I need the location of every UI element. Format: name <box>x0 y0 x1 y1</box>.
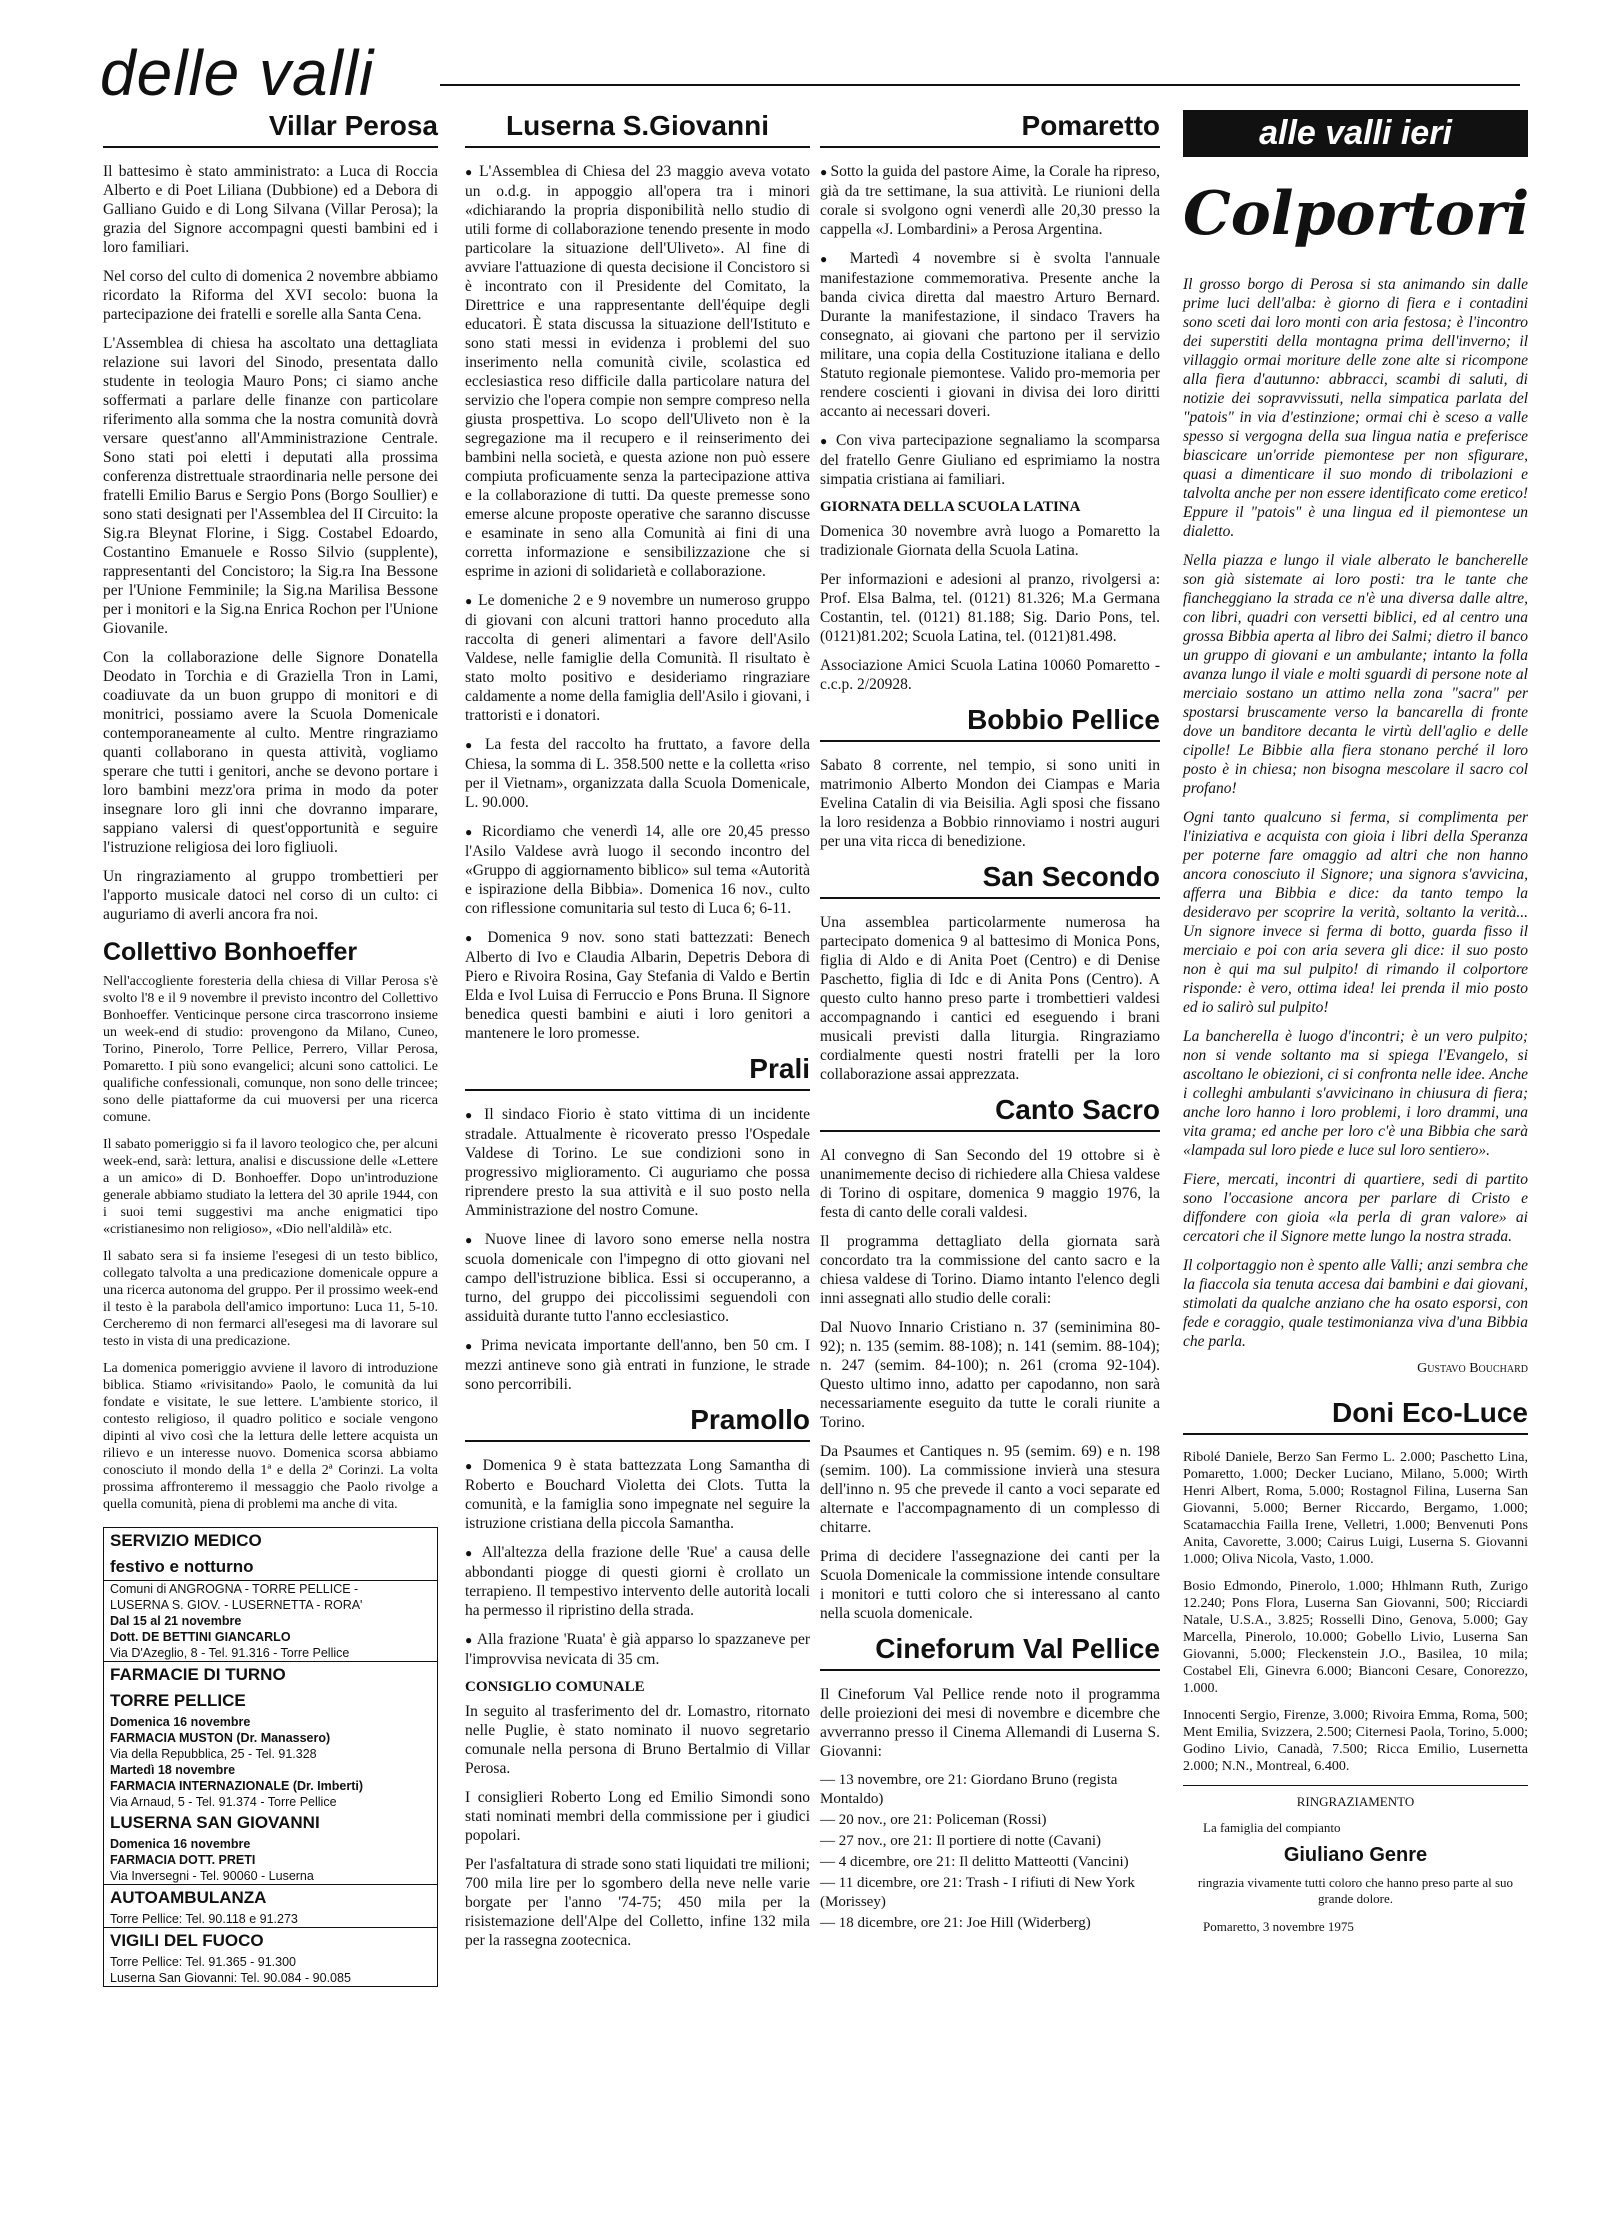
article-paragraph: Nella piazza e lungo il viale alberato le bancherelle son già sistemate ai loro posti: tra le tante che fiancheggiano la strada ce n'è una diversa dalle altre, con libri, quadri con versetti biblici, ed al centro una grossa Bibbia aperta al libro dei Salmi; dietro il banco un gruppo di giovani e un ambulante; intanto la folla avanza lungo il viale e molti sguardi di persone note al merciaio sostano un attimo nella zona "sacra" per spostarsi bruscamente verso la bancarella di fronte dove un banditore decanta le virtù dell'aglio e delle cipolle! Le Bibbie alla fiera stonano perché il loro posto è in chiesa; non bisogna mescolare il sacro col profano! <box>1183 552 1528 797</box>
film-item: — 4 dicembre, ore 21: Il delitto Matteotti (Vancini) <box>820 1854 1129 1870</box>
box-line: Dal 15 al 21 novembre <box>110 1614 242 1628</box>
ringraziamento-name: Giuliano Genre <box>1283 1844 1428 1866</box>
section-head-cineforum: Cineforum Val Pellice <box>820 1633 1160 1671</box>
collettivo-article <box>103 973 438 1513</box>
box-line: Via D'Azeglio, 8 - Tel. 91.316 - Torre Pellice <box>110 1646 350 1660</box>
box-line: LUSERNA S. GIOV. - LUSERNETTA - RORA' <box>110 1598 363 1612</box>
article-paragraph: ● Il sindaco Fiorio è stato vittima di un incidente stradale. Attualmente è ricoverato presso l'Ospedale Valdese di Torino. Le sue condizioni sono in progressivo miglioramento. Ci auguriamo che possa riprendere presto la sua attività e il suo posto nella Amministrazione del nostro Comune. <box>465 1105 810 1220</box>
column-1 <box>103 110 438 1987</box>
article-paragraph: ● All'altezza della frazione delle 'Rue' a causa delle abbondanti piogge di questi giorni è crollato un terrapieno. Il tempestivo intervento delle autorità locali ha permesso il ripristino della strada. <box>465 1543 810 1620</box>
box-heading: AUTOAMBULANZA <box>104 1884 437 1911</box>
article-paragraph: Associazione Amici Scuola Latina 10060 Pomaretto - c.c.p. 2/20928. <box>820 657 1160 693</box>
box-line: FARMACIA MUSTON (Dr. Manassero) <box>110 1731 331 1745</box>
box-line: Comuni di ANGROGNA - TORRE PELLICE - <box>110 1582 359 1596</box>
article-paragraph: ● L'Assemblea di Chiesa del 23 maggio aveva votato un o.d.g. in appoggio all'opera tra i minori «dichiarando la propria disponibilità nello studio di utili forme di collaborazione tenendo presente in modo particolare la situazione dell'Uliveto». Al fine di avviare l'attuazione di questa decisione il Concistoro si è incontrato con il Presidente del Comitato, la Direttrice e una rappresentante dell'équipe degli educatori. È stata discussa la situazione dell'Istituto e sono stati messi in evidenza i problemi del suo inserimento nella comunità civile, scolastica ed ecclesiastica reso difficile dalla particolare natura del servizio che l'opera compie non sempre compreso nella giusta prospettiva. Lo scopo dell'Uliveto non è la segregazione ma il recupero e il reinserimento dei bambini nella società, e questa azione non può essere compiuta proficuamente senza la partecipazione attiva e la collaborazione di tutti. Da queste premesse sono emerse alcune proposte operative che saranno discusse e esaminate in seno alla Comunità ai fini di una corretta informazione e sensibilizzazione che si esprime in azioni di solidarietà e collaborazione. <box>465 162 810 581</box>
ringraziamento-title: RINGRAZIAMENTO <box>1183 1785 1528 1810</box>
article-paragraph: ● Domenica 9 è stata battezzata Long Samantha di Roberto e Bouchard Violetta dei Clots. Tutta la comunità, e la famiglia sono impegnate nel seguire la istruzione cristiana della piccola Samantha. <box>465 1456 810 1533</box>
box-line: Martedì 18 novembre <box>110 1763 236 1777</box>
box-line: Dott. DE BETTINI GIANCARLO <box>110 1630 291 1644</box>
article-paragraph: Il Cineforum Val Pellice rende noto il programma delle proiezioni dei mesi di novembre e dicembre che avverranno presso il Cinema Allemandi di Luserna S. Giovanni: <box>820 1686 1160 1760</box>
box-line: Domenica 16 novembre <box>110 1715 251 1729</box>
doni-list <box>1183 1449 1528 1775</box>
article-paragraph: Ogni tanto qualcuno si ferma, si complimenta per l'iniziativa e acquista con gioia i libri della Speranza per poterne fare omaggio ad altri che non hanno ancora conosciuto il Signore; una signora s'avvicina, afferra una Bibbia e dice: da tanto tempo la desideravo per scoprire la verità, soltanto la verità... Un signore invece si ferma di botto, guarda fisso il merciaio e poi con aria severa gli dice: il suo posto non è qui ma sul pulpito! di rimando il colportore risponde: è vero, ottima idea! lei prenda il mio posto ed io salirò sul pulpito! <box>1183 809 1528 1016</box>
article-paragraph: In seguito al trasferimento del dr. Lomastro, ritornato nelle Puglie, è stato nominato il nuovo segretario comunale nella persona di Bruno Bertalmio di Villar Perosa. <box>465 1703 810 1777</box>
section-head-prali: Prali <box>465 1053 810 1091</box>
article-paragraph: Il grosso borgo di Perosa si sta animando sin dalle prime luci dell'alba: è giorno di fiera e i contadini sono sceti dai loro monti con aria festosa; è l'incontro dei superstiti della montagna prima dell'inverno; il villaggio ormai moriture delle zone alte si ricompone alla fiera d'autunno: abbracci, scambi di saluti, di notizie dei sopravvissuti, nella simpatica parlata del "patois" in via d'estinzione; ormai chi è sceso a valle spesso si vergogna della sua lingua natia e preferisce biascicare un'orride piemontese per non sfigurare, quasi a dimenticare il suo mondo di tribolazioni e talvolta anche per non essere identificato come eretico! Eppure il "patois" è una lingua ed il piemontese un dialetto. <box>1183 276 1528 540</box>
box-line: Luserna San Giovanni: Tel. 90.084 - 90.085 <box>110 1971 351 1985</box>
article-paragraph: Il programma dettagliato della giornata sarà concordato tra la commissione del canto sacro e la chiesa valdese di Torino. Diamo intanto l'elenco degli inni assegnati allo studio delle corali: <box>820 1233 1160 1307</box>
article-paragraph: Per informazioni e adesioni al pranzo, rivolgersi a: Prof. Elsa Balma, tel. (0121) 81.326; M.a Germana Costantin, tel. (0121) 81.188; Sig. Dario Pons, tel. (0121)81.202; Scuola Latina, tel. (0121)81.498. <box>820 571 1160 645</box>
column-2 <box>465 110 810 1960</box>
section-head-doni: Doni Eco-Luce <box>1183 1397 1528 1435</box>
article-paragraph: ● Alla frazione 'Ruata' è già apparso lo spazzaneve per l'improvvisa nevicata di 35 cm. <box>465 1630 810 1669</box>
box-heading: VIGILI DEL FUOCO <box>104 1927 437 1954</box>
article-paragraph: ● Martedì 4 novembre si è svolta l'annuale manifestazione commemorativa. Presente anche la banda civica diretta dal maestro Arturo Bernard. Durante la manifestazione, il sindaco Travers ha consegnato, ai giovani che partono per il servizio militare, una copia della Costituzione italiana e dello Statuto regionale piemontese. Valido pro-memoria per rendere coscienti i giovani in divisa dei loro diritti accanto ai necessari doveri. <box>820 249 1160 421</box>
article-paragraph: Domenica 30 novembre avrà luogo a Pomaretto la tradizionale Giornata della Scuola Latina. <box>820 523 1160 559</box>
author-signature: Gustavo Bouchard <box>1417 1361 1528 1376</box>
services-box <box>103 1527 438 1987</box>
film-item: — 20 nov., ore 21: Policeman (Rossi) <box>820 1812 1047 1828</box>
section-head-pramollo: Pramollo <box>465 1404 810 1442</box>
article-paragraph: Da Psaumes et Cantiques n. 95 (semim. 69) e n. 198 (semim. 100). La commissione invierà una stesura dell'inno n. 95 che prevede il canto a voci separate ed alternate e l'accompagnamento di un complesso di chitarre. <box>820 1443 1160 1536</box>
box-line: Via della Repubblica, 25 - Tel. 91.328 <box>110 1747 317 1761</box>
masthead-rule <box>440 84 1520 86</box>
article-paragraph: Dal Nuovo Innario Cristiano n. 37 (seminimina 80-92); n. 135 (semim. 88-108); n. 141 (semim. 88-104); n. 247 (semim. 84-100); n. 261 (croma 92-104). Questo ultimo inno, adatto per capodanno, non sarà necessariamente eseguito da tutte le corali riunite a Torino. <box>820 1319 1160 1431</box>
feature-title: Colportori <box>1183 179 1530 249</box>
ringraziamento-text: ringrazia vivamente tutti coloro che hanno preso parte al suo grande dolore. <box>1197 1875 1514 1906</box>
article-paragraph: ● Domenica 9 nov. sono stati battezzati: Benech Alberto di Ivo e Claudia Albarin, Depetris Debora di Piero e Rivoira Rosina, Gay Stefania di Valdo e Bertin Elda e Ivol Luisa di Ferruccio e Pons Bruna. Il Signore benedica questi bambini e aiuti i loro genitori a mantenere le loro promesse. <box>465 928 810 1043</box>
article-paragraph: Fiere, mercati, incontri di quartiere, sedi di partito sono l'occasione ancora per parlare di Cristo e diffondere con gioia «la perla di gran valore» ai cercatori che il Signore mette lungo la nostra strada. <box>1183 1171 1528 1245</box>
box-line: Torre Pellice: Tel. 91.365 - 91.300 <box>110 1955 296 1969</box>
column-4 <box>1183 110 1528 1935</box>
section-head-villar-perosa: Villar Perosa <box>103 110 438 148</box>
feature-banner: alle valli ieri <box>1183 110 1528 157</box>
film-item: — 13 novembre, ore 21: Giordano Bruno (regista Montaldo) <box>820 1772 1118 1807</box>
article-paragraph: ● Le domeniche 2 e 9 novembre un numeroso gruppo di giovani con alcuni trattori hanno proceduto alla raccolta di generi alimentari a favore dell'Asilo Valdese, nelle famiglie della Comunità. Il risultato è stato molto positivo e desideriamo ringraziare caldamente a nome della famiglia dell'Asilo i giovani, i trattoristi e i donatori. <box>465 591 810 725</box>
article-paragraph: Prima di decidere l'assegnazione dei canti per la Scuola Domenicale la commissione intende consultare i monitori e tutti coloro che si interessano al canto nella scuola domenicale. <box>820 1548 1160 1622</box>
article-paragraph: Ribolé Daniele, Berzo San Fermo L. 2.000; Paschetto Lina, Pomaretto, 1.000; Decker Luciano, Milano, 5.000; Wirth Henri Albert, Roma, 5.000; Rostagnol Filina, Luserna San Giovanni, 5.000; Berner Riccardo, Bergamo, 1.000; Scatamacchia Failla Irene, Velletri, 1.000; Benvenuti Pons Anita, Cavorette, 3.000; Cairus Luigi, Luserna S. Giovanni 1.000; Oliva Nicola, Vasto, 1.000. <box>1183 1450 1528 1567</box>
article-paragraph: Sabato 8 corrente, nel tempio, si sono uniti in matrimonio Alberto Mondon dei Ciampas e Maria Evelina Catalin di via Beisilia. Agli sposi che fissano la loro residenza a Bobbio rinnoviamo i nostri auguri per una vita ricca di benedizione. <box>820 757 1160 850</box>
section-head-pomaretto: Pomaretto <box>820 110 1160 148</box>
box-line: Via Arnaud, 5 - Tel. 91.374 - Torre Pellice <box>110 1795 337 1809</box>
article-paragraph: Al convegno di San Secondo del 19 ottobre si è unanimemente deciso di richiedere alla Chiesa valdese di Torino di ospitare, domenica 9 maggio 1976, la festa di canto delle corali valdesi. <box>820 1147 1160 1221</box>
box-heading: FARMACIE DI TURNO <box>104 1661 437 1688</box>
giornata-title: GIORNATA DELLA SCUOLA LATINA <box>820 499 1081 515</box>
masthead: delle valli <box>100 37 375 109</box>
film-list <box>820 1771 1160 1933</box>
article-paragraph: La domenica pomeriggio avviene il lavoro di introduzione biblica. Stiamo «rivisitando» Paolo, le comunità da lui fondate e visitate, le sue lettere. L'ambiente storico, il contesto religioso, il quadro politico e sociale vengono dipinti al vivo così che la lettura delle lettere acquista un rilievo e un interesse nuovo. Domenica scorsa abbiamo conosciuto il mondo della 1ª e della 2ª Corinzi. La volta prossima affronteremo il messaggio che Paolo rivolge a quella comunità, piena di problemi ma anche di vita. <box>103 1361 438 1512</box>
article-paragraph: Nell'accogliente foresteria della chiesa di Villar Perosa s'è svolto l'8 e il 9 novembre il previsto incontro del Collettivo Bonhoeffer. Venticinque persone circa trascorrono insieme un week-end di studio: provengono da Milano, Cuneo, Torino, Pinerolo, Torre Pellice, Perrero, Villar Perosa, Pomaretto. I più sono evangelici; alcuni sono cattolici. Le qualifiche confessionali, comunque, non sono delle trincee; sono delle piattaforme da cui muoversi per una ricerca comune. <box>103 974 438 1125</box>
article-paragraph: I consiglieri Roberto Long ed Emilio Simondi sono stati nominati membri della commissione per i giudici popolari. <box>465 1789 810 1844</box>
article-paragraph: Con la collaborazione delle Signore Donatella Deodato in Torchia e di Graziella Tron in Lami, coadiuvate da un buon gruppo di monitori e di monitrici, possiamo avere la Scuola Domenicale contemporaneamente al culto. Mentre ringraziamo quanti collaborano in questa attività, vogliamo sperare che tutti i genitori, anche se devono portare i loro bambini mezz'ora prima in modo da poter insegnare loro gli inni che dovranno imparare, sappiano valersi di quest'opportunità e seguire l'istruzione religiosa dei loro figliuoli. <box>103 649 438 856</box>
box-heading: SERVIZIO MEDICO <box>110 1531 262 1550</box>
article-paragraph: ● Con viva partecipazione segnaliamo la scomparsa del fratello Genre Giuliano ed esprimiamo la nostra simpatia cristiana ai familiari. <box>820 431 1160 489</box>
article-paragraph: L'Assemblea di chiesa ha ascoltato una dettagliata relazione sui lavori del Sinodo, presentata dallo studente in teologia Mauro Pons; ci siamo anche soffermati a parlare delle finanze con particolare riferimento alla somma che la nostra comunità dovrà versare quest'anno all'Amministrazione Centrale. Sono stati poi eletti i deputati alla prossima conferenza distrettuale straordinaria nelle persone dei fratelli Emilio Barus e Sergio Pons (Borgo Soullier) e sono stati designati per l'Assemblea del II Circuito: la Sig.ra Bleynat Florine, i Sigg. Costabel Edoardo, Costantino Emanuele e Rosso Silvio (supplente), rappresentanti del Concistoro; la Sig.ra Ina Bessone per l'Unione Femminile; la Sig.na Marilisa Bessone per i monitori e la Sig.na Enrica Rochon per l'Unione Giovanile. <box>103 335 438 637</box>
box-line: Domenica 16 novembre <box>110 1837 251 1851</box>
consiglio-title: CONSIGLIO COMUNALE <box>465 1679 645 1695</box>
column-3 <box>820 110 1160 1935</box>
article-paragraph: ● Ricordiamo che venerdì 14, alle ore 20,45 presso l'Asilo Valdese avrà luogo il secondo incontro del «Gruppo di aggiornamento biblico» sul tema «Autorità e ispirazione della Bibbia». Domenica 16 nov., culto con riflessione comunitaria sul testo di Luca 6; 6-11. <box>465 822 810 918</box>
film-item: — 11 dicembre, ore 21: Trash - I rifiuti di New York (Morissey) <box>820 1875 1135 1910</box>
article-paragraph: ● Nuove linee di lavoro sono emerse nella nostra scuola domenicale con l'impegno di otto giovani nel campo dell'istruzione biblica. Essi si occuperanno, a turno, del gruppo dei piccolissimi seguendoli con assiduità durante tutto l'anno ecclesiastico. <box>465 1230 810 1326</box>
article-paragraph: Innocenti Sergio, Firenze, 3.000; Rivoira Emma, Roma, 500; Ment Emilia, Svizzera, 2.500; Citernesi Paola, Torino, 5.000; Godino Livio, Canadà, 7.500; Ricca Emilio, Lusernetta 2.000; N.N., Montreal, 6.400. <box>1183 1708 1528 1774</box>
article-paragraph: ● La festa del raccolto ha fruttato, a favore della Chiesa, la somma di L. 358.500 nette e la colletta «riso per il Vietnam», organizzata dalla Scuola Domenicale, L. 90.000. <box>465 735 810 812</box>
box-heading: LUSERNA SAN GIOVANNI <box>110 1813 320 1832</box>
section-head-bobbio: Bobbio Pellice <box>820 704 1160 742</box>
ringraziamento-date: Pomaretto, 3 novembre 1975 <box>1203 1919 1354 1934</box>
article-paragraph: Il colportaggio non è spento alle Valli; anzi sembra che la fiaccola sia tenuta accesa dai bambini e dai giovani, stimolati da qualche anziano che ha osato esporsi, con fede e coraggio, quale testimonianza viva d'una Bibbia che parla. <box>1183 1257 1528 1350</box>
box-line: FARMACIA DOTT. PRETI <box>110 1853 256 1867</box>
ringraziamento-text: La famiglia del compianto <box>1203 1820 1341 1835</box>
section-head-luserna: Luserna S.Giovanni <box>465 110 810 148</box>
film-item: — 27 nov., ore 21: Il portiere di notte (Cavani) <box>820 1833 1102 1849</box>
article-paragraph: ● Prima nevicata importante dell'anno, ben 50 cm. I mezzi antineve sono già entrati in funzione, le strade sono percorribili. <box>465 1336 810 1394</box>
box-heading: TORRE PELLICE <box>110 1691 246 1710</box>
article-paragraph: Nel corso del culto di domenica 2 novembre abbiamo ricordato la Riforma del XVI secolo: buona la partecipazione dei fratelli e sorelle alla Santa Cena. <box>103 268 438 323</box>
film-item: — 18 dicembre, ore 21: Joe Hill (Widerberg) <box>820 1915 1091 1931</box>
article-paragraph: Per l'asfaltatura di strade sono stati liquidati tre milioni; 700 mila lire per lo sgombero della neve nelle varie borgate per l'anno '74-75; 450 mila per la risistemazione dell'Alpe del Colletto, infine 132 mila per la rassegna zootecnica. <box>465 1856 810 1949</box>
section-head-collettivo: Collettivo Bonhoeffer <box>103 938 358 966</box>
box-heading: festivo e notturno <box>104 1554 437 1581</box>
section-head-canto-sacro: Canto Sacro <box>820 1094 1160 1132</box>
box-line: Via Inversegni - Tel. 90060 - Luserna <box>110 1869 314 1883</box>
article-paragraph: ● Sotto la guida del pastore Aime, la Corale ha ripreso, già da tre settimane, la sua attività. Le riunioni della corale si svolgono ogni venerdì alle 20,30 presso la cappella «J. Lombardini» a Perosa Argentina. <box>820 162 1160 239</box>
article-paragraph: La bancherella è luogo d'incontri; è un vero pulpito; non si vende soltanto ma si spiega l'Evangelo, si ascoltano le obiezioni, ci si confronta nelle idee. Anche i colleghi ambulanti s'avvicinano in chiusura di fiera; anche loro hanno i loro problemi, i loro drammi, una vita grama; ed anche per loro c'è una Bibbia che sarà «lampada sul loro piede e luce sul loro sentiero». <box>1183 1028 1528 1159</box>
article-paragraph: Bosio Edmondo, Pinerolo, 1.000; Hhlmann Ruth, Zurigo 12.240; Pons Flora, Luserna San Giovanni, 500; Ricciardi Natale, U.S.A., 3.825; Rosselli Dino, Genova, 5.000; Gay Marcella, Pinerolo, 10.000; Gobello Livio, Luserna San Giovanni, 5.000; Fleckenstein J.O., Basilea, 10 mila; Costabel Eli, Ginevra 6.000; Bianconi Cesare, Conorezzo, 1.000. <box>1183 1579 1528 1696</box>
article-paragraph: Il sabato pomeriggio si fa il lavoro teologico che, per alcuni week-end, sarà: lettura, analisi e discussione delle «Lettere a un amico» di D. Bonhoeffer. Dopo un'introduzione generale abbiamo studiato la lettera del 30 aprile 1944, con i suoi temi suggestivi ma anche enigmatici tipo «cristianesimo non religioso», «Dio nell'aldilà» etc. <box>103 1137 438 1237</box>
article-paragraph: Il sabato sera si fa insieme l'esegesi di un testo biblico, collegato talvolta a una predicazione domenicale oppure a una ricerca autonoma del gruppo. Per il prossimo week-end il testo è la parabola dell'amico importuno: Luca 11, 5-10. Cercheremo di non fermarci all'esegesi ma di lavorare sul testo in vista di una predicazione. <box>103 1249 438 1349</box>
article-paragraph: Una assemblea particolarmente numerosa ha partecipato domenica 9 al battesimo di Monica Pons, figlia di Aldo e di Anita Poet (Centro) e di Denise Paschetto, figlia di Idc e di Anita Pons (Centro). A questo culto hanno preso parte i trombettieri valdesi accompagnando i cantici ed eseguendo i brani musicali previsti dalla liturgia. Ringraziamo cordialmente questi nostri fratelli per la loro collaborazione assai apprezzata. <box>820 914 1160 1083</box>
section-head-san-secondo: San Secondo <box>820 861 1160 899</box>
article-paragraph: Un ringraziamento al gruppo trombettieri per l'apporto musicale datoci nel corso di un culto: ci auguriamo di averli ancora fra noi. <box>103 868 438 923</box>
box-line: Torre Pellice: Tel. 90.118 e 91.273 <box>110 1912 298 1926</box>
box-line: FARMACIA INTERNAZIONALE (Dr. Imberti) <box>110 1779 364 1793</box>
article-paragraph: Il battesimo è stato amministrato: a Luca di Roccia Alberto e di Poet Liliana (Dubbione) ed a Debora di Galliano Guido e di Long Silvana (Villar Perosa); la grazia del Signore accompagni questi bambini ed i loro familiari. <box>103 163 438 256</box>
